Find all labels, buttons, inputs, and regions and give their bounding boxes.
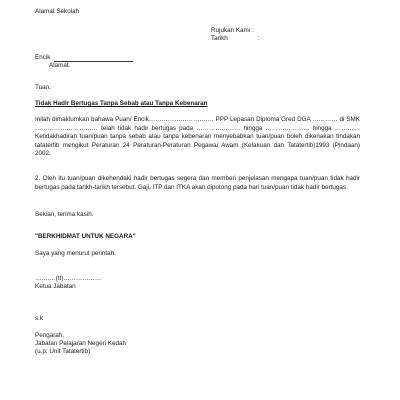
motto: "BERKHIDMAT UNTUK NEGARA" xyxy=(35,233,136,240)
closing-thanks: Sekian, terima kasih. xyxy=(35,211,94,218)
cc-line-3: (u.p: Unit Tatatertib) xyxy=(35,348,91,355)
date-label: Tarikh xyxy=(211,35,228,42)
greeting: Tuan, xyxy=(35,84,51,91)
cc-line-2: Jabatan Pelajaran Negeri Kedah xyxy=(35,340,127,347)
reference-label: Rujukan Kami : xyxy=(211,27,254,34)
paragraph-1: Inilah dimaklumkan bahawa Puan/ Encik…………………………, PPP Lepasan Diploma Gred DGA ………… di SMK ………………………… telah tidak hadir bertugas pada ………………… hingga ………………… hingga ………… Ketidakhadiran tuan/puan tanpa sebab atau tanpa kebenaran menyebabkan tuan/puan boleh dikenakan tindakan tatatertib mengikut Peraturan 24 Peraturan-Peraturan Pegawai Awam (Kelakuan dan Tatatertib)1993 (Pindaan) 2002. xyxy=(35,116,360,158)
signature-line: ……….(tt)……………… xyxy=(35,275,102,282)
school-address: Alamat Sekolah xyxy=(35,8,80,15)
cc-label: s.k xyxy=(35,315,44,322)
subject-heading: Tidak Hadir Bertugas Tanpa Sebab atau Tanpa Kebenaran xyxy=(35,100,208,107)
paragraph-2: 2. Oleh itu tuan/puan dikehendaki hadir bertugas segera dan memberi penjelasan mengapa tuan/puan tidak hadir bertugas pada tarikh-tarikh tersebut. Gaji, ITP dan ITKA akan dipotong pada hari tuan/puan tidak hadir bertugas. xyxy=(35,175,360,191)
recipient-address: Alamat. xyxy=(49,62,71,69)
signatory-title: Ketua Jabatan xyxy=(35,283,76,290)
recipient-salutation: Encik xyxy=(35,54,51,61)
obedient-line: Saya yang menurut perintah, xyxy=(35,250,116,257)
date-colon: : xyxy=(258,35,260,42)
cc-line-1: Pengarah, xyxy=(35,332,65,339)
